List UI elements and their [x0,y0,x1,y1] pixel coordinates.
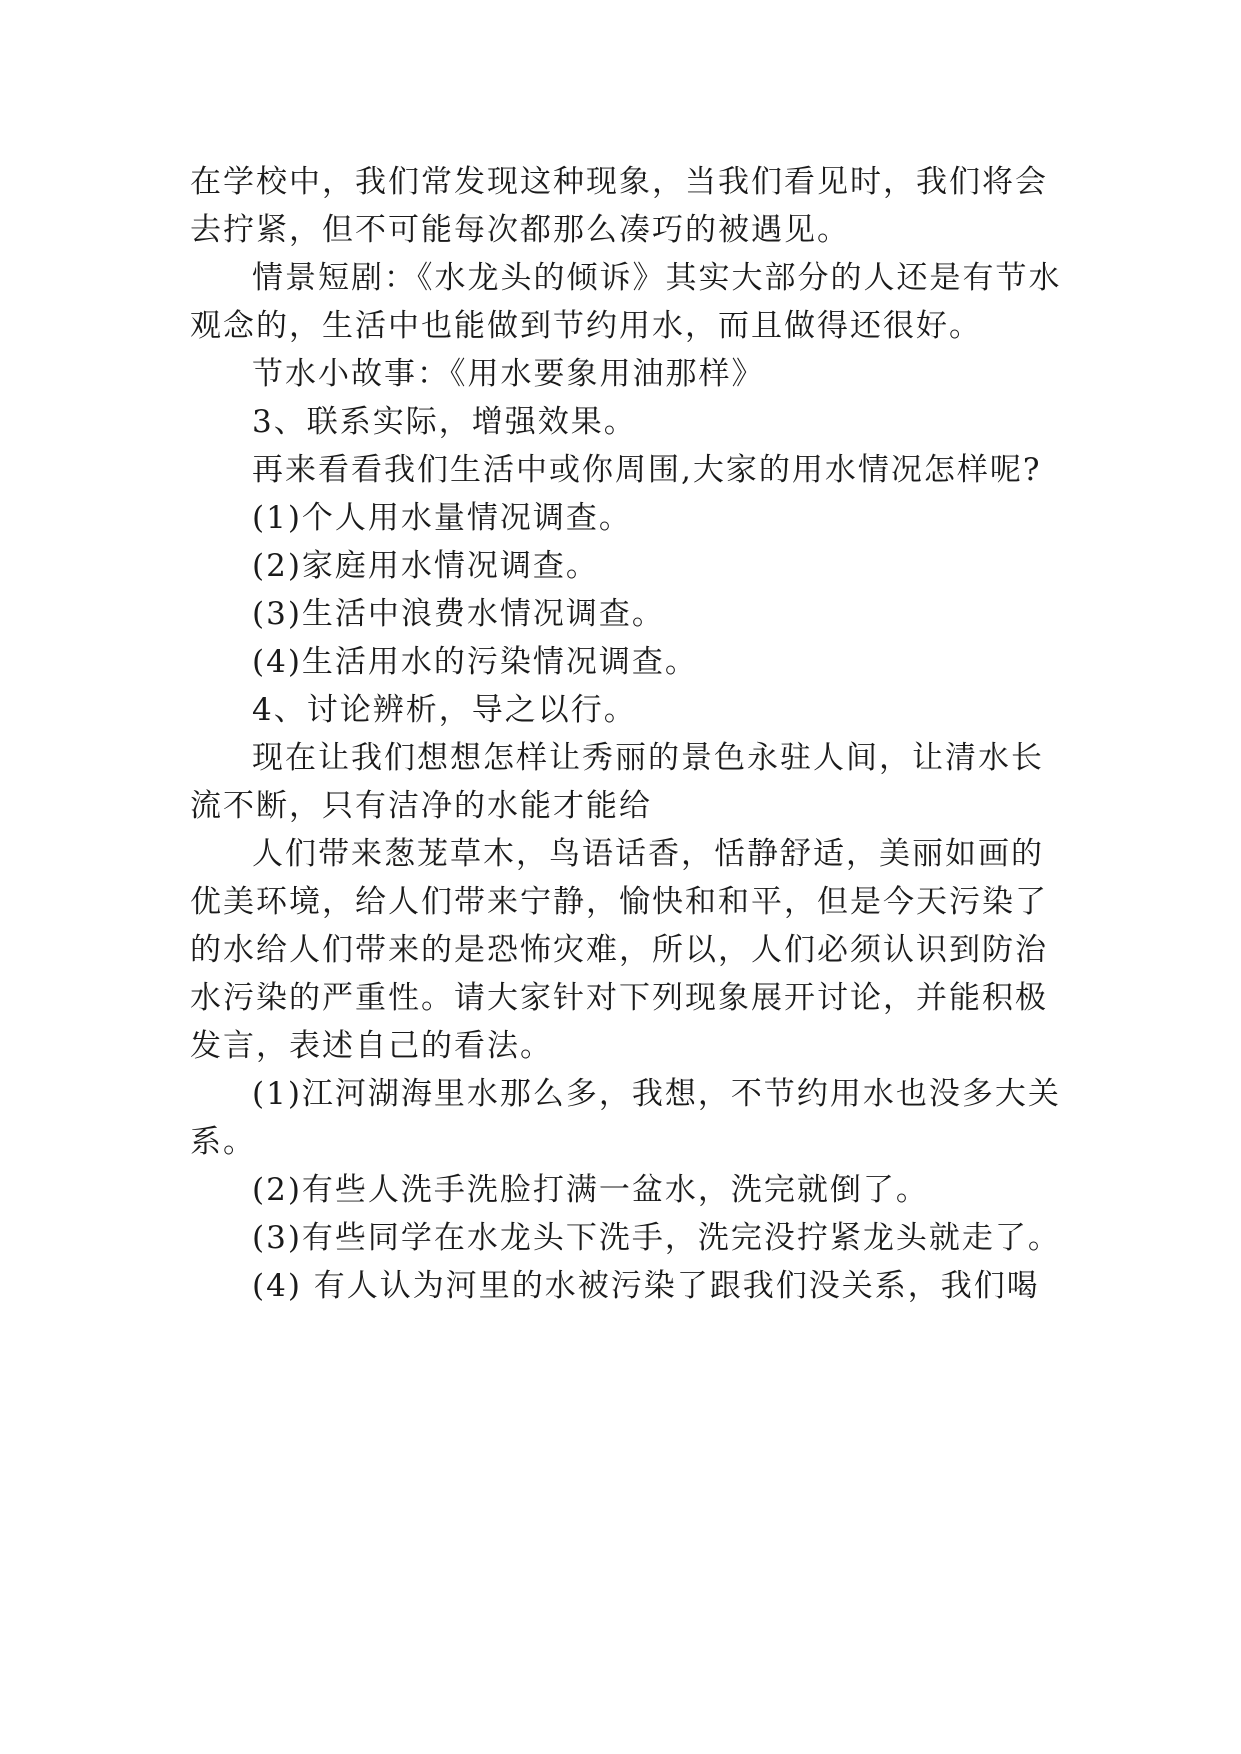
list-item: (2)家庭用水情况调查。 [252,548,599,584]
body-text [190,158,1070,1310]
paragraph: 在学校中，我们常发现这种现象，当我们看见时，我们将会去拧紧，但不可能每次都那么凑巧的被遇见。 [190,164,1048,248]
paragraph: 再来看看我们生活中或你周围,大家的用水情况怎样呢? [252,452,1042,488]
list-item: (1)江河湖海里水那么多，我想，不节约用水也没多大关系。 [190,1076,1061,1160]
paragraph: 人们带来葱茏草木，鸟语话香，恬静舒适，美丽如画的优美环境，给人们带来宁静，愉快和和平，但是今天污染了的水给人们带来的是恐怖灾难，所以，人们必须认识到防治水污染的严重性。请大家针对下列现象展开讨论，并能积极发言，表述自己的看法。 [190,836,1048,1064]
list-item: (4)生活用水的污染情况调查。 [252,644,698,680]
paragraph: 节水小故事：《用水要象用油那样》 [252,356,765,392]
list-item: (1)个人用水量情况调查。 [252,500,632,536]
section-heading: 3、联系实际，增强效果。 [252,404,637,440]
list-item: (2)有些人洗手洗脸打满一盆水，洗完就倒了。 [252,1172,929,1208]
section-heading: 4、讨论辨析，导之以行。 [252,692,637,728]
paragraph: 现在让我们想想怎样让秀丽的景色永驻人间，让清水长流不断，只有洁净的水能才能给 [190,740,1044,824]
paragraph: 情景短剧：《水龙头的倾诉》其实大部分的人还是有节水观念的，生活中也能做到节约用水，而且做得还很好。 [190,260,1062,344]
list-item: (3)有些同学在水龙头下洗手，洗完没拧紧龙头就走了。 [252,1220,1061,1256]
list-item: (3)生活中浪费水情况调查。 [252,596,665,632]
list-item: (4) 有人认为河里的水被污染了跟我们没关系，我们喝 [252,1268,1040,1304]
